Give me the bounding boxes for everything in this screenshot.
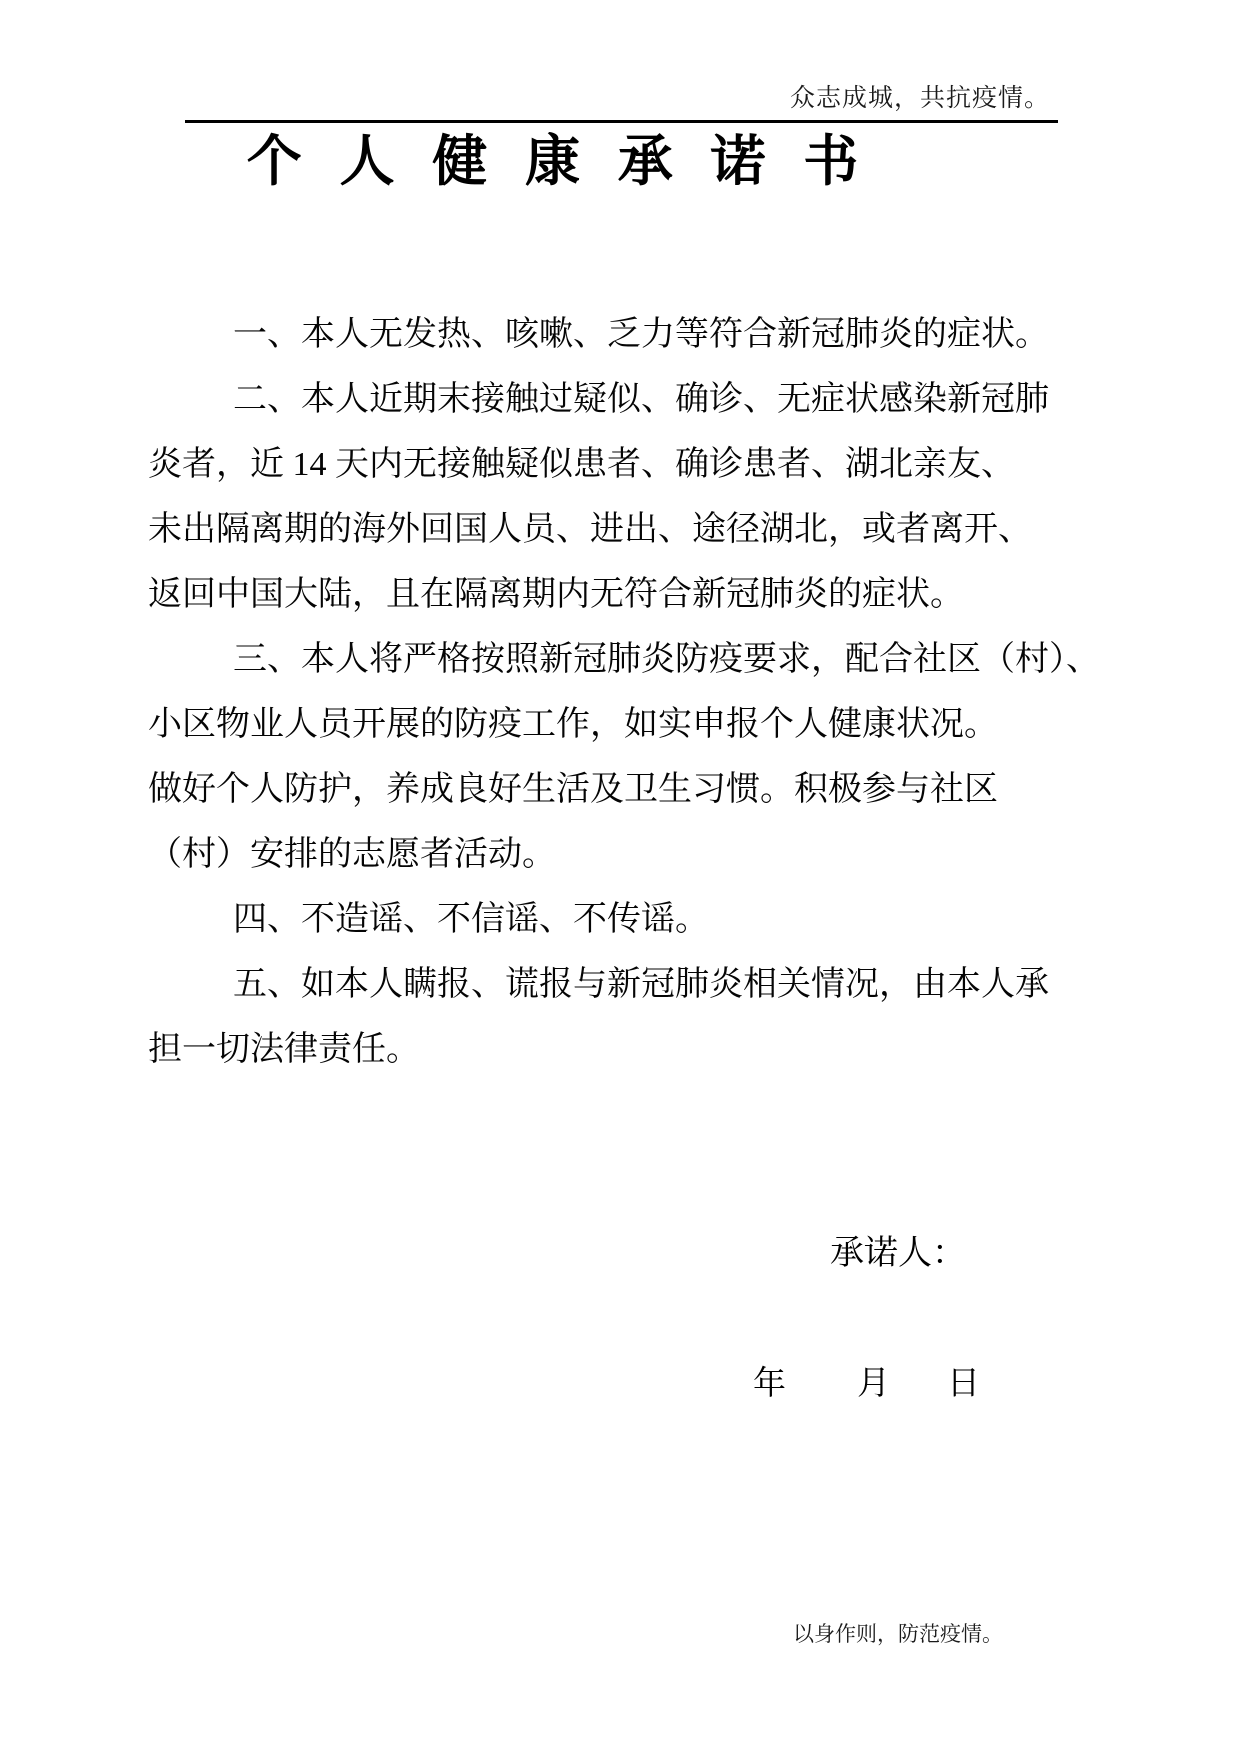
body-line: 担一切法律责任。 [148,1031,420,1068]
body-line: 五、如本人瞒报、谎报与新冠肺炎相关情况，由本人承 [233,966,1049,1003]
body-line: 四、不造谣、不信谣、不传谣。 [233,901,709,938]
header-slogan: 众志成城，共抗疫情。 [789,85,1050,112]
date-month-label: 月 [857,1366,890,1402]
document-title: 个 人 健 康 承 诺 书 [246,131,871,192]
body-line: 小区物业人员开展的防疫工作，如实申报个人健康状况。 [148,706,998,743]
header-rule [185,78,1058,123]
footer-slogan: 以身作则，防范疫情。 [793,1622,1003,1646]
body-line: 做好个人防护，养成良好生活及卫生习惯。积极参与社区 [148,771,998,808]
date-day-label: 日 [947,1366,980,1402]
document-body [148,302,1100,1082]
body-line: 未出隔离期的海外回国人员、进出、途径湖北，或者离开、 [148,511,1032,548]
body-line: 三、本人将严格按照新冠肺炎防疫要求，配合社区（村）、 [233,641,1100,678]
body-line: 二、本人近期末接触过疑似、确诊、无症状感染新冠肺 [233,381,1049,418]
body-line: 炎者，近 14 天内无接触疑似患者、确诊患者、湖北亲友、 [148,446,1015,483]
date-line [753,1360,980,1408]
body-line: （村）安排的志愿者活动。 [148,836,556,873]
signer-label: 承诺人： [830,1235,966,1272]
body-line: 一、本人无发热、咳嗽、乏力等符合新冠肺炎的症状。 [233,316,1049,353]
body-line: 返回中国大陆，且在隔离期内无符合新冠肺炎的症状。 [148,576,964,613]
date-year-label: 年 [753,1366,786,1402]
